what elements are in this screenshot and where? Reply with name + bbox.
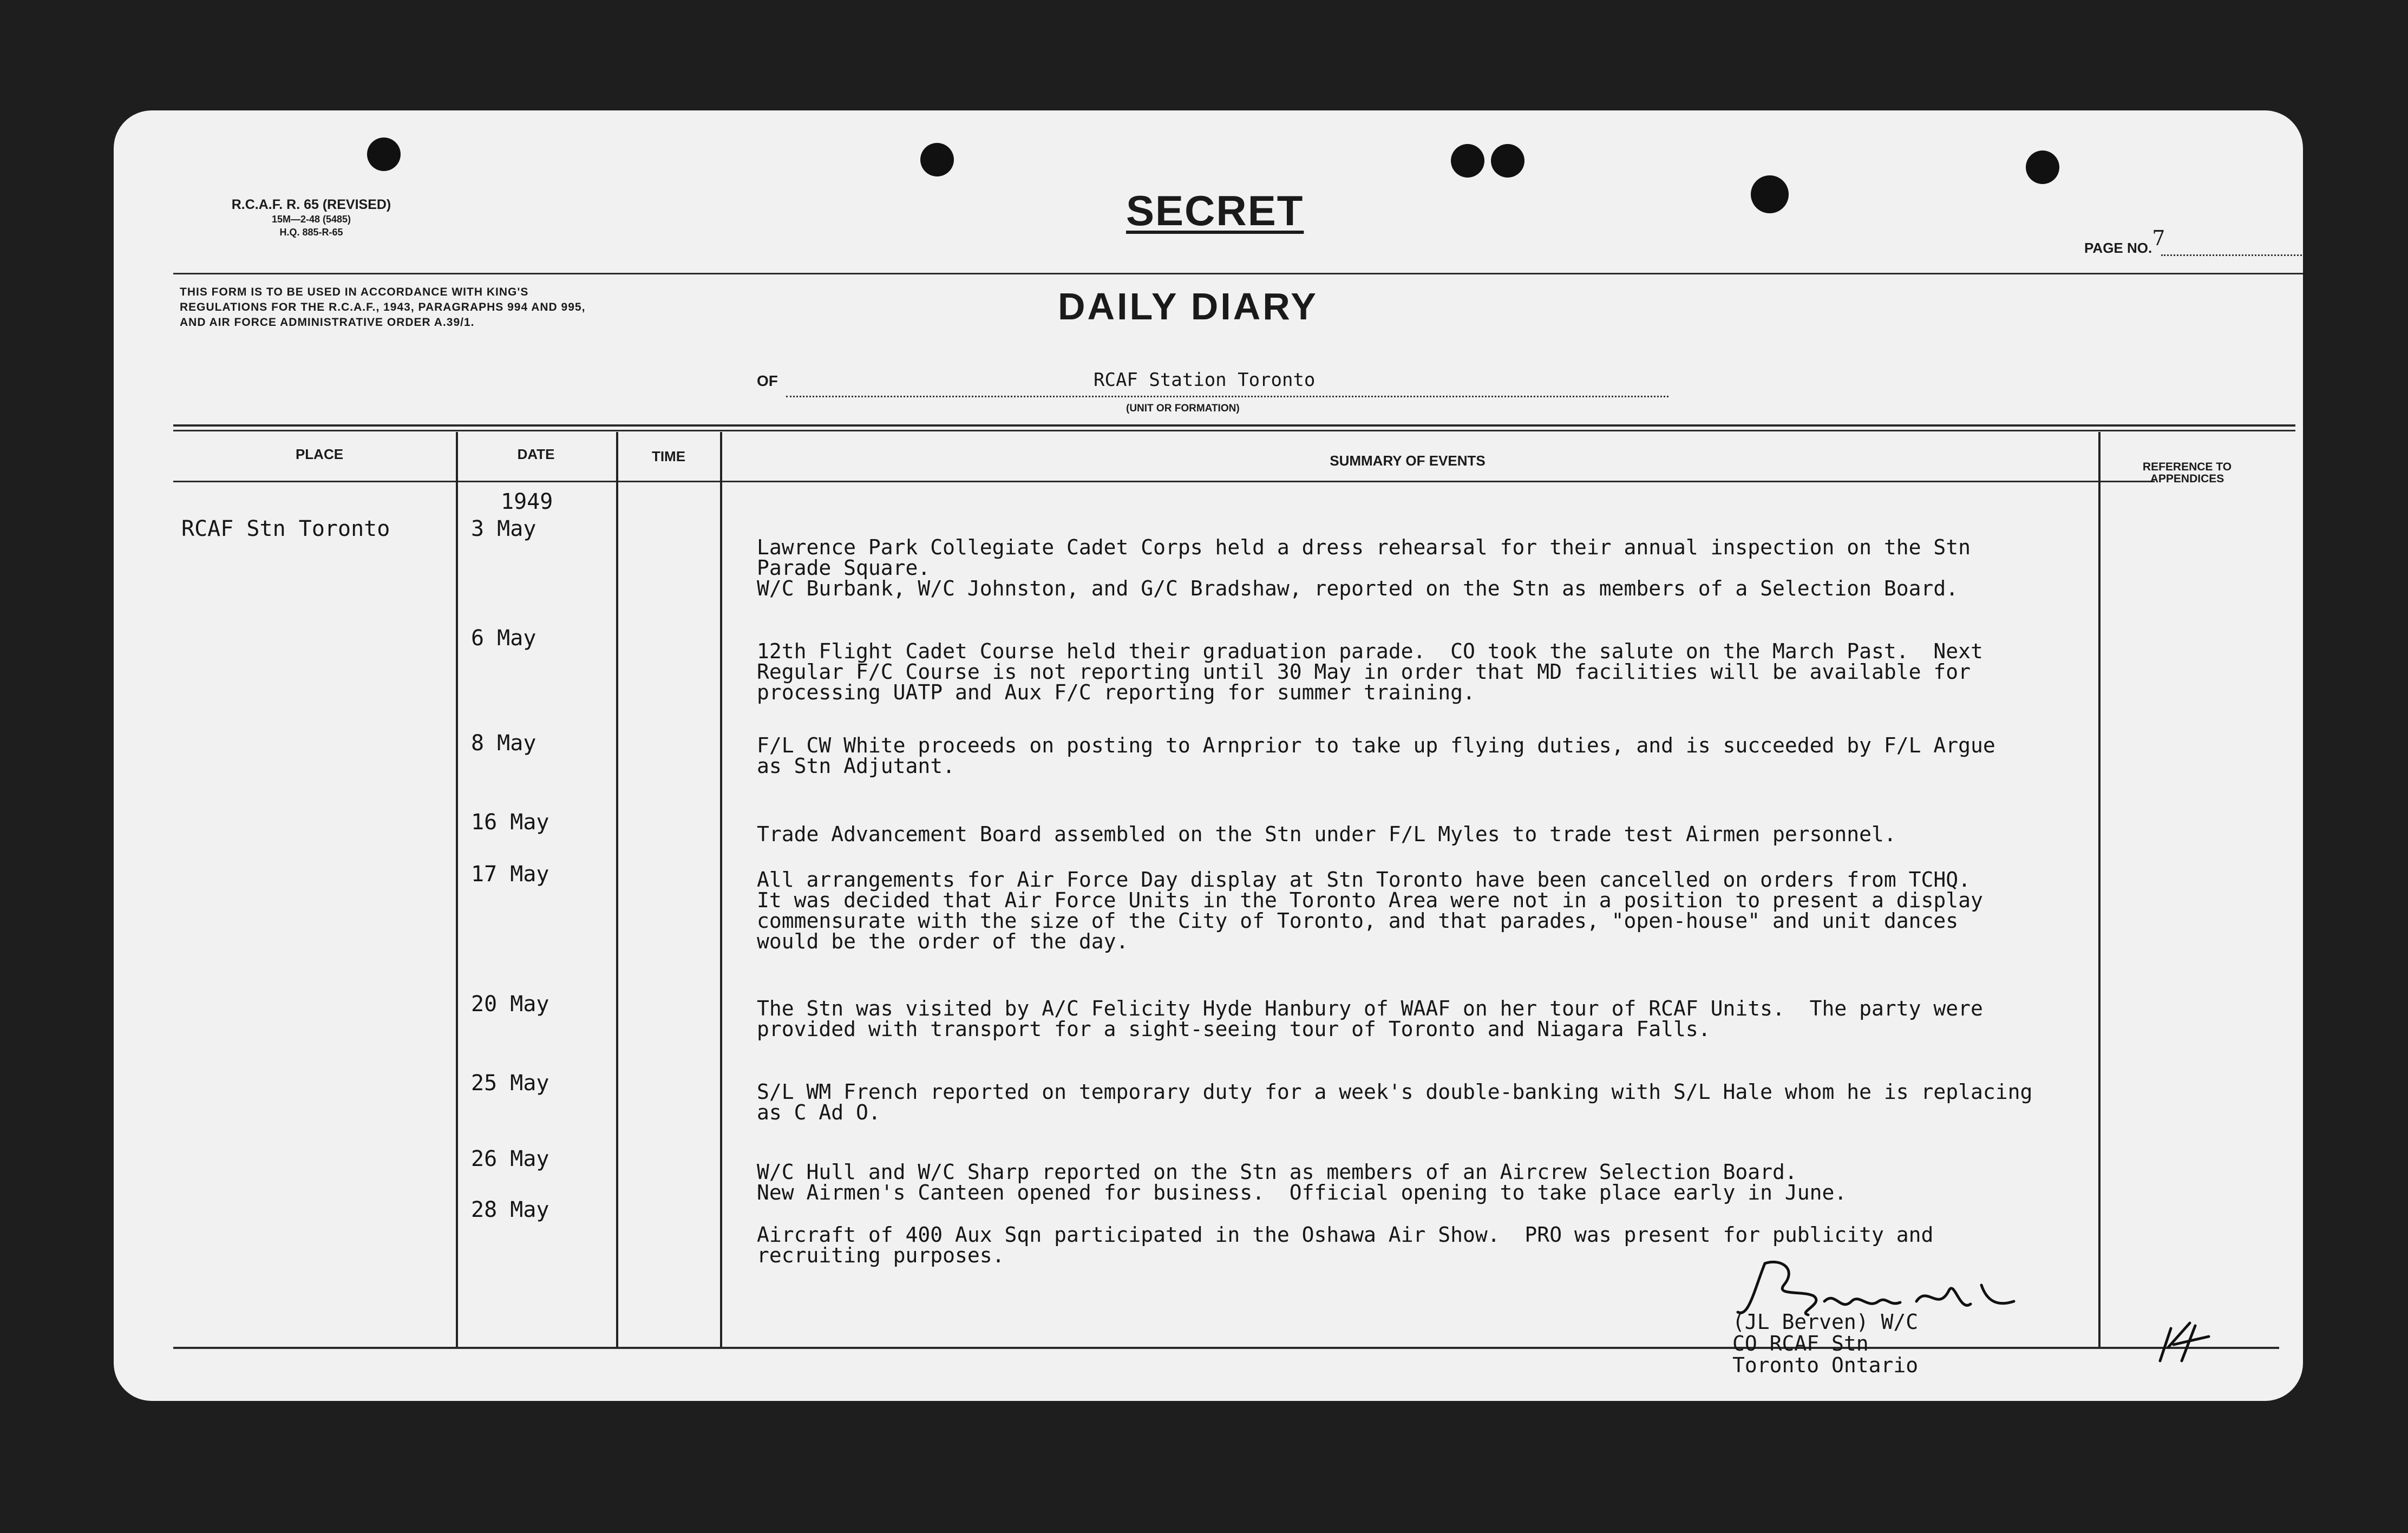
entry-text: F/L CW White proceeds on posting to Arnprior to take up flying duties, and is succeeded by F/L Argue as Stn Adjutant. [757, 733, 1995, 778]
punch-hole [1751, 175, 1789, 213]
column-header-summary: SUMMARY OF EVENTS [1330, 453, 1486, 469]
signature-block [1732, 1311, 1918, 1376]
entry-text: W/C Hull and W/C Sharp reported on the Stn as members of an Aircrew Selection Board. New Airmen's Canteen opened for business. Official opening to take place early in June. [757, 1160, 1847, 1204]
form-code-line: 15M—2-48 (5485) [271, 214, 351, 225]
entry-date: 16 May [471, 810, 549, 835]
entry-date: 17 May [471, 862, 549, 887]
page-number-field [2084, 226, 2165, 258]
form-code-line: R.C.A.F. R. 65 (REVISED) [231, 197, 391, 212]
column-header-time: TIME [651, 448, 686, 464]
classification-heading: SECRET [1126, 187, 1304, 234]
entry-date: 20 May [471, 992, 549, 1017]
unit-caption: (UNIT OR FORMATION) [1126, 403, 1240, 414]
entry-text: 12th Flight Cadet Course held their graduation parade. CO took the salute on the March Past. Next Regular F/C Course is not reporting until 30 May in order that MD facilities will be available for processing UATP and Aux F/C reporting for summer training. [757, 639, 1983, 704]
column-header-date: DATE [517, 446, 555, 462]
punch-hole [920, 143, 954, 176]
entry-text: The Stn was visited by A/C Felicity Hyde Hanbury of WAAF on her tour of RCAF Units. The party were provided with transport for a sight-seeing tour of Toronto and Niagara Falls. [757, 997, 1983, 1041]
form-code [192, 197, 430, 239]
column-divider [720, 432, 722, 1347]
signatory-title: CO RCAF Stn [1732, 1332, 1869, 1355]
signatory-location: Toronto Ontario [1732, 1353, 1919, 1377]
handwritten-initials [2149, 1318, 2214, 1366]
column-divider [456, 432, 458, 1347]
column-header-reference: REFERENCE TO APPENDICES [2142, 461, 2232, 485]
punch-hole [2026, 150, 2059, 184]
entry-date: 25 May [471, 1071, 549, 1096]
year: 1949 [501, 489, 553, 514]
table-top-rule [173, 430, 2295, 431]
authority-note: THIS FORM IS TO BE USED IN ACCORDANCE WITH KING'S REGULATIONS FOR THE R.C.A.F., 1943, PARAGRAPHS 994 AND 995, AND AIR FORCE ADMINISTRATIVE ORDER A.39/1. [180, 286, 586, 329]
page-title: DAILY DIARY [1058, 285, 1318, 327]
entry-date: 8 May [471, 731, 536, 756]
signatory-name: (JL Berven) W/C [1732, 1310, 1919, 1334]
column-header-place: PLACE [295, 446, 344, 462]
entry-date: 28 May [471, 1197, 549, 1222]
punch-hole [1451, 144, 1484, 178]
page-number-line [2161, 254, 2303, 256]
entry-text: Trade Advancement Board assembled on the Stn under F/L Myles to trade test Airmen personnel. [757, 822, 1896, 846]
unit-label: OF [757, 372, 778, 389]
entry-date: 26 May [471, 1147, 549, 1171]
diary-page [114, 110, 2303, 1401]
unit-line [786, 396, 1668, 397]
form-code-line: H.Q. 885-R-65 [279, 227, 343, 238]
page-number: 7 [2152, 226, 2165, 250]
entry-text: Aircraft of 400 Aux Sqn participated in the Oshawa Air Show. PRO was present for publicity and recruiting purposes. [757, 1223, 1934, 1267]
column-divider [616, 432, 618, 1347]
table-header-rule [173, 481, 2155, 482]
divider [173, 273, 2303, 274]
entry-text: All arrangements for Air Force Day display at Stn Toronto have been cancelled on orders from TCHQ. It was decided that Air Force Units in the Toronto Area were not in a position to present a display commensurate with the size of the City of Toronto, and that parades, "open-house" and unit dances would be the order of the day. [757, 868, 1983, 953]
entry-date: 3 May [471, 516, 536, 541]
entry-text: Lawrence Park Collegiate Cadet Corps held a dress rehearsal for their annual inspection on the Stn Parade Square. W/C Burbank, W/C Johnston, and G/C Bradshaw, reported on the Stn as members of a Selection Board. [757, 535, 1971, 600]
punch-hole [367, 137, 401, 171]
punch-hole [1491, 144, 1524, 178]
entry-text: S/L WM French reported on temporary duty for a week's double-banking with S/L Hale whom he is replacing as C Ad O. [757, 1080, 2033, 1124]
page-number-label: PAGE NO. [2084, 240, 2152, 256]
entry-date: 6 May [471, 626, 536, 651]
table-top-rule [173, 424, 2295, 427]
unit-value: RCAF Station Toronto [1094, 369, 1316, 391]
place-value: RCAF Stn Toronto [181, 516, 390, 541]
table-bottom-rule [173, 1347, 2279, 1349]
